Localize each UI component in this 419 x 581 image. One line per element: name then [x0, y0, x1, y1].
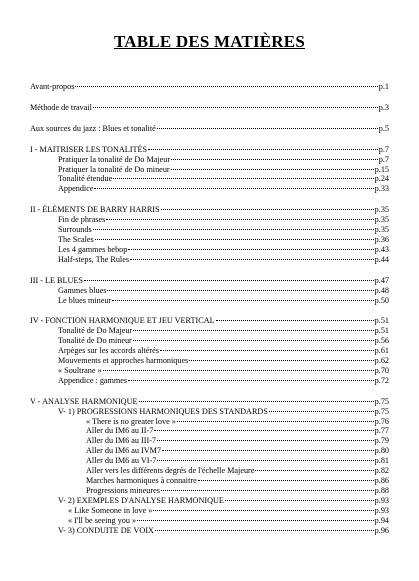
toc-entry-title: « Soultrane » [58, 365, 102, 375]
toc-page-number: p.86 [374, 476, 389, 485]
toc-page-number: p.72 [374, 375, 389, 385]
dot-leader [107, 290, 373, 291]
toc-page-number: p.88 [374, 485, 389, 495]
toc-page-number: p.56 [374, 336, 389, 346]
toc-subentry[interactable] [30, 184, 389, 194]
toc-page-number: p.15 [374, 164, 389, 174]
dot-leader [112, 300, 373, 301]
dot-leader [189, 360, 373, 361]
dot-leader [216, 320, 374, 321]
toc-entry-title: V- 3) CONDUITE DE VOIX [58, 525, 154, 535]
dot-leader [161, 209, 374, 210]
dot-leader [225, 500, 374, 501]
dot-leader [162, 450, 374, 451]
toc-entry-title: Fin de phrases [58, 215, 106, 225]
dot-leader [160, 350, 374, 351]
toc-subentry[interactable] [30, 165, 389, 175]
toc-section-entry[interactable] [30, 316, 389, 326]
toc-page-number: p.80 [374, 446, 389, 456]
toc-page-number: p.51 [374, 316, 389, 326]
toc-page-number: p.94 [374, 515, 389, 525]
dot-leader [171, 159, 378, 160]
toc-entry-title: Marches harmoniques à connaitre [86, 476, 197, 485]
toc-entry-title: Aller du IM6 au VI-7 [86, 456, 157, 466]
dot-leader [155, 530, 374, 531]
toc-page-number: p.76 [374, 416, 389, 426]
toc-page-number: p.36 [374, 234, 389, 244]
toc-section-entry[interactable] [30, 276, 389, 286]
toc-entry-title: III - LE BLUES [30, 275, 83, 285]
toc-entry-title: Aller du IM6 au IVM7 [86, 446, 162, 456]
section-spacer [30, 265, 389, 276]
toc-subentry[interactable] [30, 417, 389, 427]
toc-entry-title: Tonalité de Do mineur [58, 336, 132, 346]
toc-entry-title: V- 2) EXEMPLES D'ANALYSE HARMONIQUE [58, 495, 224, 505]
toc-page-number: p.35 [374, 225, 389, 235]
toc-entry-title: V- 1) PROGRESSIONS HARMONIQUES DES STANDARDS [58, 406, 268, 416]
dot-leader [157, 440, 374, 441]
dot-leader [95, 239, 374, 240]
toc-section-entry[interactable] [30, 397, 389, 407]
dot-leader [154, 430, 373, 431]
toc-page-number: p.7 [378, 144, 389, 154]
toc-page-number: p.81 [374, 456, 389, 466]
toc-section-entry[interactable] [30, 82, 389, 92]
section-spacer [30, 194, 389, 205]
toc-entry-title: Appendice [58, 184, 94, 194]
toc-page-number: p.77 [374, 426, 389, 436]
section-spacer [30, 92, 389, 103]
section-spacer [30, 386, 389, 397]
toc-subentry[interactable] [30, 516, 389, 526]
toc-subentry[interactable] [30, 255, 389, 265]
toc-subentry[interactable] [30, 356, 389, 366]
toc-section-entry[interactable] [30, 145, 389, 155]
toc-entry-title: Mouvements et approches harmoniques [58, 356, 189, 366]
toc-subentry[interactable] [30, 215, 389, 225]
toc-page-number: p.93 [374, 505, 389, 515]
toc-entry-title: IV - FONCTION HARMONIQUE ET JEU VERTICAL [30, 316, 215, 326]
toc-subentry[interactable] [30, 476, 389, 486]
section-spacer [30, 134, 389, 145]
toc-page-number: p.62 [374, 356, 389, 366]
toc-entry-title: Pratiquer la tonalité de Do mineur [58, 164, 170, 174]
toc-subentry[interactable] [30, 336, 389, 346]
toc-page-number: p.96 [374, 525, 389, 535]
toc-section-entry[interactable] [30, 205, 389, 215]
toc-entry-title: Méthode de travail [30, 102, 92, 112]
toc-subentry[interactable] [30, 235, 389, 245]
toc-subentry[interactable] [30, 366, 389, 376]
table-of-contents [30, 82, 389, 535]
dot-leader [93, 107, 378, 108]
dot-leader [255, 470, 373, 471]
toc-page-number: p.7 [378, 154, 389, 164]
toc-page-number: p.43 [374, 244, 389, 254]
toc-subentry[interactable] [30, 506, 389, 516]
toc-page-number: p.70 [374, 365, 389, 375]
toc-page-number: p.79 [374, 436, 389, 446]
toc-subentry[interactable] [30, 466, 389, 476]
toc-subentry[interactable] [30, 296, 389, 306]
section-spacer [30, 113, 389, 124]
toc-entry-title: II - ÉLÉMENTS DE BARRY HARRIS [30, 205, 160, 215]
toc-subentry[interactable] [30, 486, 389, 496]
toc-subentry[interactable] [30, 286, 389, 296]
toc-subentry[interactable] [30, 174, 389, 184]
toc-page-number: p.50 [374, 295, 389, 305]
toc-page-number: p.47 [374, 275, 389, 285]
toc-entry-title: Aux sources du jazz : Blues et tonalité [30, 123, 156, 133]
dot-leader [177, 421, 374, 422]
toc-subentry[interactable] [30, 245, 389, 255]
toc-entry-title: Les 4 gammes bebop [58, 244, 128, 254]
toc-entry-title: « I'll be seeing you » [68, 515, 137, 525]
dot-leader [161, 490, 374, 491]
section-spacer [30, 305, 389, 316]
toc-subentry[interactable] [30, 225, 389, 235]
dot-leader [148, 149, 378, 150]
dot-leader [157, 460, 373, 461]
toc-page-number: p.75 [374, 406, 389, 416]
dot-leader [106, 219, 373, 220]
toc-page-number: p.93 [374, 495, 389, 505]
toc-entry-title: Progressions mineures [86, 485, 160, 495]
toc-entry-title: « Like Someone in love » [68, 505, 153, 515]
toc-subentry[interactable] [30, 407, 389, 417]
toc-page-number: p.33 [374, 184, 389, 194]
toc-page-number: p.44 [374, 254, 389, 264]
toc-page-number: p.48 [374, 285, 389, 295]
toc-entry-title: Arpèges sur les accords altérés [58, 346, 159, 356]
toc-page-number: p.82 [374, 466, 389, 476]
toc-entry-title: Avant-propos [30, 82, 75, 91]
dot-leader [130, 259, 374, 260]
toc-entry-title: « There is no greater love » [86, 416, 176, 426]
toc-entry-title: Half-steps, The Rules [58, 254, 130, 264]
toc-entry-title: Surrounds [58, 225, 92, 235]
dot-leader [113, 178, 373, 179]
dot-leader [153, 510, 373, 511]
toc-entry-title: Pratiquer la tonalité de Do Majeur [58, 154, 171, 164]
toc-subentry[interactable] [30, 456, 389, 466]
toc-page-number: p.3 [378, 102, 389, 112]
page-title: TABLE DES MATIÈRES [114, 32, 305, 51]
toc-entry-title: Tonalité de Do Majeur [58, 326, 133, 336]
toc-entry-title: Aller du IM6 au II-7 [86, 426, 154, 436]
toc-page-number: p.1 [378, 82, 389, 91]
dot-leader [128, 380, 374, 381]
toc-section-entry[interactable] [30, 124, 389, 134]
dot-leader [94, 188, 373, 189]
toc-entry-title: Appendice : gammes [58, 375, 128, 385]
toc-entry-title: V - ANALYSE HARMONIQUE [30, 396, 138, 406]
toc-subentry[interactable] [30, 446, 389, 456]
toc-subentry[interactable] [30, 155, 389, 165]
dot-leader [93, 229, 374, 230]
dot-leader [157, 128, 378, 129]
toc-subentry[interactable] [30, 496, 389, 506]
dot-leader [198, 480, 374, 481]
toc-subentry[interactable] [30, 436, 389, 446]
toc-page-number: p.51 [374, 326, 389, 336]
toc-page-number: p.75 [374, 396, 389, 406]
toc-page-number: p.35 [374, 215, 389, 225]
dot-leader [269, 411, 374, 412]
dot-leader [84, 280, 374, 281]
dot-leader [137, 520, 374, 521]
toc-page-number: p.35 [374, 205, 389, 215]
dot-leader [133, 340, 374, 341]
toc-entry-title: Aller du IM6 au III-7 [86, 436, 157, 446]
dot-leader [128, 249, 373, 250]
toc-subentry[interactable] [30, 376, 389, 386]
toc-entry-title: Tonalité étendue [58, 174, 113, 184]
toc-entry-title: Gammes blues [58, 285, 107, 295]
toc-entry-title: Aller vers les différents degrés de l'échelle Majeure [86, 466, 255, 476]
dot-leader [103, 370, 374, 371]
toc-subentry[interactable] [30, 526, 389, 536]
toc-page-number: p.5 [378, 123, 389, 133]
dot-leader [171, 169, 374, 170]
toc-page-number: p.24 [374, 174, 389, 184]
toc-entry-title: The Scales [58, 234, 94, 244]
dot-leader [75, 86, 377, 87]
toc-section-entry[interactable] [30, 103, 389, 113]
toc-subentry[interactable] [30, 326, 389, 336]
toc-subentry[interactable] [30, 346, 389, 356]
toc-subentry[interactable] [30, 426, 389, 436]
dot-leader [139, 401, 374, 402]
dot-leader [133, 330, 373, 331]
toc-entry-title: Le blues mineur [58, 295, 112, 305]
toc-entry-title: I - MAITRISER LES TONALITÉS [30, 144, 148, 154]
toc-page-number: p.61 [374, 346, 389, 356]
